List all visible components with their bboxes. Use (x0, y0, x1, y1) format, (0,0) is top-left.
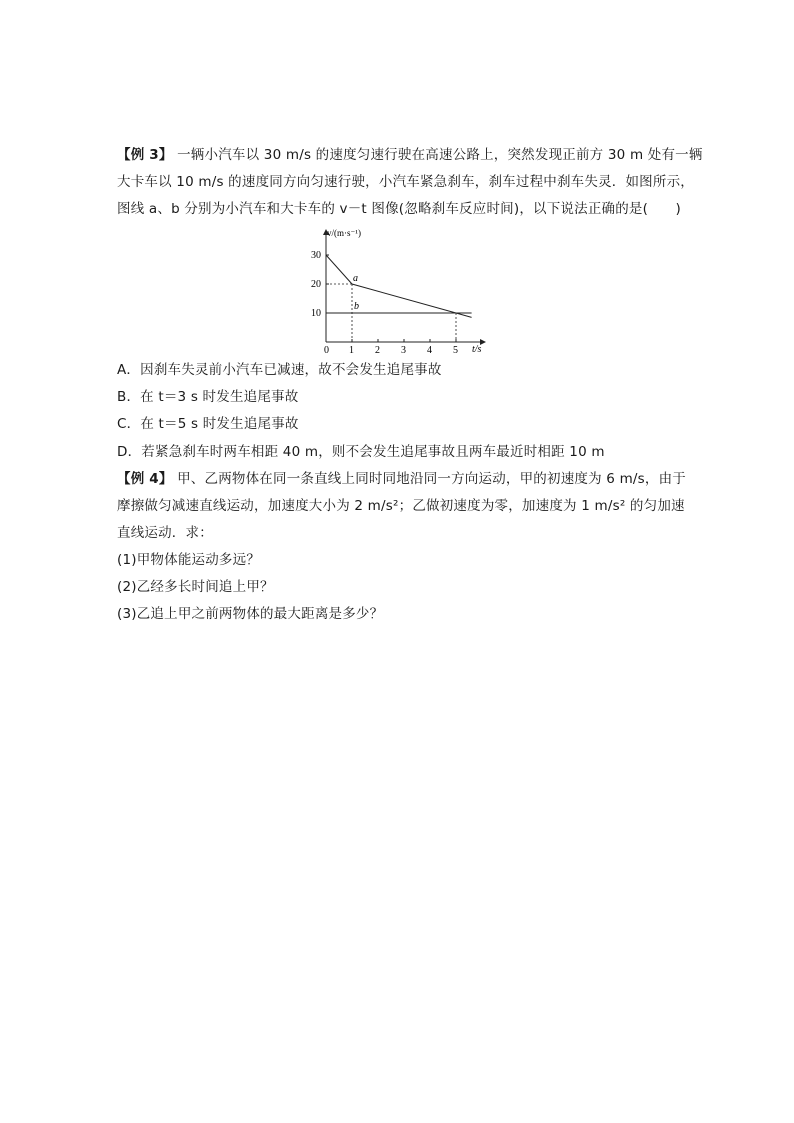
y-axis-label: v/(m·s⁻¹) (327, 228, 361, 238)
option-b (117, 388, 687, 406)
question-1: (1)甲物体能运动多远？ (117, 552, 261, 568)
x-axis-label: t/s (472, 344, 482, 354)
option-a-label: A． (117, 362, 141, 378)
example3-tag: 【例 3】 (117, 147, 173, 163)
x-tick-label-3: 3 (401, 345, 406, 354)
option-d-label: D． (117, 444, 142, 460)
example3-line1-text: 一辆小汽车以 30 m/s 的速度匀速行驶在高速公路上，突然发现正前方 30 m 处有一辆 (177, 147, 703, 163)
option-a (117, 361, 687, 379)
option-d (117, 443, 687, 461)
question-2: (2)乙经多长时间追上甲？ (117, 579, 274, 595)
option-c-text: 在 t＝5 s 时发生追尾事故 (140, 416, 299, 432)
vt-graph (300, 224, 500, 354)
series-a-line (326, 255, 472, 317)
example4-line3: 直线运动．求： (117, 525, 213, 541)
example4-line1-text: 甲、乙两物体在同一条直线上同时同地沿同一方向运动，甲的初速度为 6 m/s，由于 (177, 471, 686, 487)
question-3: (3)乙追上甲之前两物体的最大距离是多少？ (117, 606, 384, 622)
series-a-label: a (353, 273, 358, 284)
x-tick-label-4: 4 (427, 345, 432, 354)
option-b-text: 在 t＝3 s 时发生追尾事故 (140, 389, 299, 405)
y-tick-label-20: 20 (311, 279, 321, 290)
y-tick-label-10: 10 (311, 308, 321, 319)
option-d-text: 若紧急刹车时两车相距 40 m，则不会发生追尾事故且两车最近时相距 10 m (141, 444, 605, 460)
option-c (117, 415, 687, 433)
option-a-text: 因刹车失灵前小汽车已减速，故不会发生追尾事故 (140, 362, 442, 378)
option-c-label: C． (117, 416, 141, 432)
option-b-label: B． (117, 389, 141, 405)
x-tick-label-2: 2 (375, 345, 380, 354)
y-tick-label-30: 30 (311, 250, 321, 261)
example3-line1 (117, 146, 703, 164)
x-tick-label-1: 1 (349, 345, 354, 354)
example4-tag: 【例 4】 (117, 471, 173, 487)
example4-line1 (117, 470, 687, 488)
example3-line3: 图线 a、b 分别为小汽车和大卡车的 v－t 图像(忽略刹车反应时间)，以下说法正确的是( ) (117, 201, 681, 217)
example3-line2: 大卡车以 10 m/s 的速度同方向匀速行驶，小汽车紧急刹车，刹车过程中刹车失灵．如图所示， (117, 174, 694, 190)
x-tick-label-5: 5 (453, 345, 458, 354)
series-b-label: b (354, 301, 359, 312)
x-tick-label-0: 0 (324, 345, 329, 354)
example4-line2: 摩擦做匀减速直线运动，加速度大小为 2 m/s²；乙做初速度为零，加速度为 1 m/s² 的匀加速 (117, 498, 685, 514)
